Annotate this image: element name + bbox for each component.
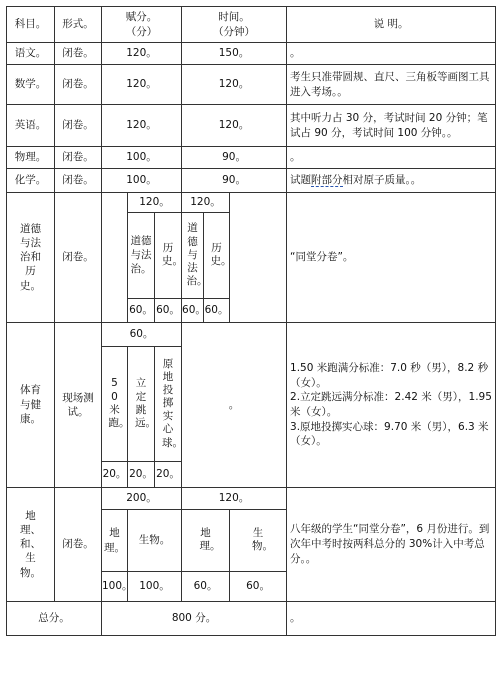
score-total-cell: 60。 (102, 323, 182, 347)
pe-score-cell: 20。 (155, 462, 182, 488)
subject-cell: 化学。 (7, 169, 55, 193)
format-cell: 闭卷。 (55, 169, 102, 193)
subject-cell: 道德与法治和历史。 (7, 193, 55, 323)
format-cell: 闭卷。 (55, 105, 102, 147)
sub-time-cell: 60。 (204, 299, 230, 323)
format-cell: 闭卷。 (55, 488, 102, 602)
table-row (7, 488, 496, 510)
subject-cell: 物理。 (7, 147, 55, 169)
table-row (7, 105, 496, 147)
time-cell: 90。 (182, 147, 287, 169)
sub-subject-cell: 历史。 (155, 213, 182, 299)
table-row (7, 65, 496, 105)
format-cell: 闭卷。 (55, 65, 102, 105)
pe-score-cell: 20。 (128, 462, 155, 488)
desc-cell: 。 (287, 602, 496, 636)
desc-text: 相对原子质量。。 (342, 174, 422, 187)
exam-subject-table (6, 6, 496, 636)
sub-subject-cell: 地理。 (182, 510, 230, 572)
table-row (7, 323, 496, 347)
time-cell: 90。 (182, 169, 287, 193)
pe-item-cell: 立定跳远。 (128, 347, 155, 462)
sub-time-cell: 60。 (230, 572, 287, 602)
sub-score-cell: 60。 (128, 299, 155, 323)
time-cell: 120。 (182, 105, 287, 147)
desc-cell (287, 169, 496, 193)
format-cell: 闭卷。 (55, 43, 102, 65)
sub-subject-cell: 道德与法治。 (128, 213, 155, 299)
format-cell: 闭卷。 (55, 147, 102, 169)
desc-text: 试题 (290, 174, 312, 187)
subject-cell: 数学。 (7, 65, 55, 105)
sub-subject-cell: 道德与法治。 (182, 213, 204, 299)
subject-cell: 语文。 (7, 43, 55, 65)
score-cell: 120。 (102, 105, 182, 147)
sub-subject-cell: 地理。 (102, 510, 128, 572)
table-row (7, 193, 496, 213)
desc-line: 1.50 米跑满分标准：7.0 秒（男），8.2 秒（女）。 (290, 361, 489, 389)
header-score-line2: （分） (125, 25, 158, 38)
desc-cell (287, 323, 496, 488)
time-total-cell: 120。 (182, 488, 287, 510)
pe-item-cell: 50米跑。 (102, 347, 128, 462)
time-cell: 120。 (182, 65, 287, 105)
pe-item-cell: 原地投掷实心球。 (155, 347, 182, 462)
table-row (7, 147, 496, 169)
header-time-line2: （分钟） (213, 25, 256, 38)
header-score-line1: 赋分。 (125, 10, 158, 23)
total-value-cell: 800 分。 (102, 602, 287, 636)
desc-cell: 考生只准带圆规、直尺、三角板等画图工具进入考场。。 (287, 65, 496, 105)
sub-subject-cell: 生物。 (128, 510, 182, 572)
desc-cell: 其中听力占 30 分，考试时间 20 分钟；笔试占 90 分，考试时间 100 分钟。。 (287, 105, 496, 147)
subject-cell: 英语。 (7, 105, 55, 147)
score-cell: 120。 (102, 43, 182, 65)
header-subject: 科目。 (7, 7, 55, 43)
sub-subject-cell: 生物。 (230, 510, 287, 572)
empty-cell (230, 193, 287, 323)
total-label-cell: 总分。 (7, 602, 102, 636)
score-cell: 100。 (102, 147, 182, 169)
total-row (7, 602, 496, 636)
desc-line: 2.立定跳远满分标准：2.42 米（男），1.95 米（女）。 (290, 391, 492, 418)
table-row (7, 169, 496, 193)
score-total-cell: 200。 (102, 488, 182, 510)
empty-cell (102, 193, 128, 323)
desc-cell: 八年级的学生“同堂分卷”，6 月份进行。到次年中考时按两科总分的 30%计入中考总分。。 (287, 488, 496, 602)
sub-score-cell: 60。 (155, 299, 182, 323)
desc-cell: “同堂分卷”。 (287, 193, 496, 323)
subject-cell: 地理、和、生物。 (7, 488, 55, 602)
desc-cell: 。 (287, 147, 496, 169)
time-cell: 150。 (182, 43, 287, 65)
subject-cell: 体育与健康。 (7, 323, 55, 488)
desc-line: 3.原地投掷实心球：9.70 米（男），6.3 米（女）。 (290, 420, 489, 448)
table-row (7, 43, 496, 65)
sub-score-cell: 100。 (102, 572, 128, 602)
sub-time-cell: 60。 (182, 299, 204, 323)
score-cell: 100。 (102, 169, 182, 193)
pe-score-cell: 20。 (102, 462, 128, 488)
header-desc: 说 明。 (287, 7, 496, 43)
sub-subject-cell: 历史。 (204, 213, 230, 299)
format-cell: 现场测试。 (55, 323, 102, 488)
header-time-line1: 时间。 (218, 10, 250, 23)
header-score (102, 7, 182, 43)
score-total-cell: 120。 (128, 193, 182, 213)
time-cell: 。 (182, 323, 287, 488)
header-time (182, 7, 287, 43)
header-format: 形式。 (55, 7, 102, 43)
sub-score-cell: 100。 (128, 572, 182, 602)
header-row (7, 7, 496, 43)
score-cell: 120。 (102, 65, 182, 105)
desc-cell: 。 (287, 43, 496, 65)
format-cell: 闭卷。 (55, 193, 102, 323)
desc-underlined-text: 附部分 (311, 174, 343, 187)
time-total-cell: 120。 (182, 193, 230, 213)
sub-time-cell: 60。 (182, 572, 230, 602)
